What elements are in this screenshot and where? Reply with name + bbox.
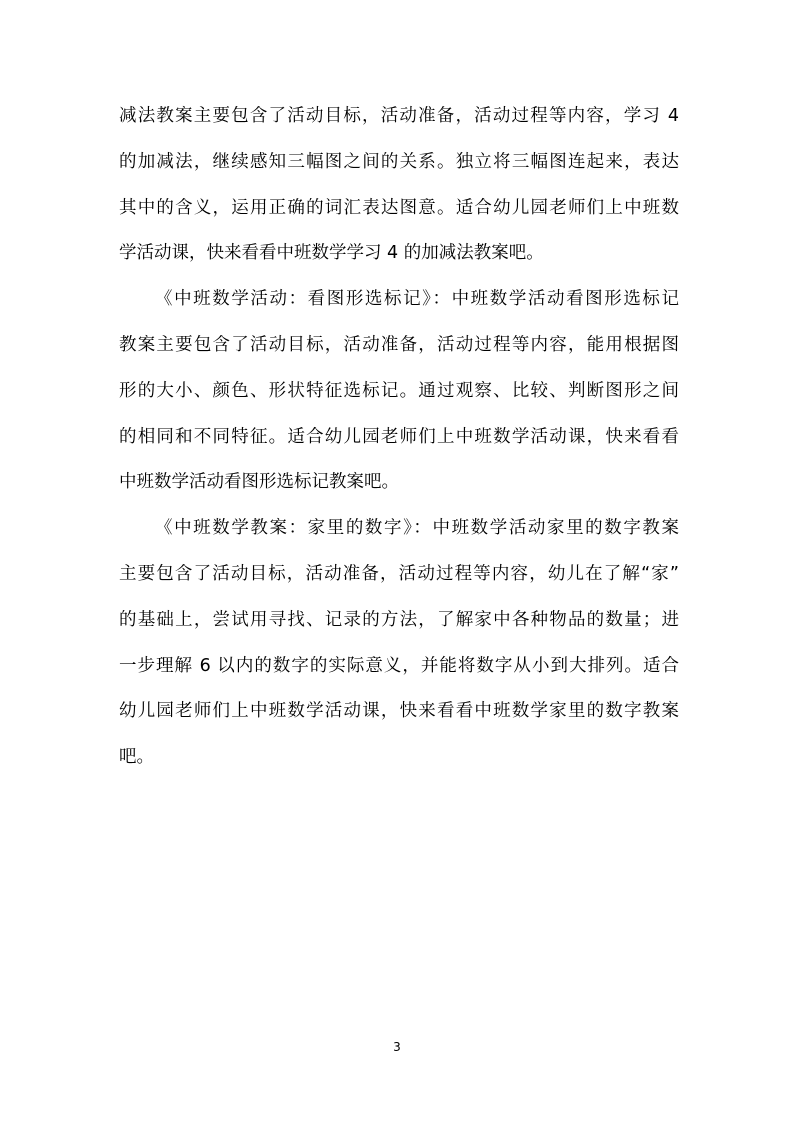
- paragraph-1: [119, 94, 679, 277]
- text-line: 主要包含了活动目标，活动准备，活动过程等内容，幼儿在了解“家”: [119, 563, 679, 584]
- text-line: 的基础上，尝试用寻找、记录的方法，了解家中各种物品的数量；进: [119, 609, 679, 630]
- text-line: 减法教案主要包含了活动目标，活动准备，活动过程等内容，学习 4: [119, 106, 679, 126]
- text-line: 吧。: [119, 747, 154, 768]
- document-body: [119, 94, 679, 781]
- text-line: 的相同和不同特征。适合幼儿园老师们上中班数学活动课，快来看看: [119, 426, 679, 447]
- paragraph-3: [119, 506, 679, 781]
- text-line: 形的大小、颜色、形状特征选标记。通过观察、比较、判断图形之间: [119, 380, 679, 401]
- text-line: 其中的含义，运用正确的词汇表达图意。适合幼儿园老师们上中班数: [119, 197, 679, 218]
- page-number: 3: [393, 1040, 401, 1054]
- paragraph-2: [119, 277, 679, 506]
- text-line: 教案主要包含了活动目标，活动准备，活动过程等内容，能用根据图: [119, 334, 679, 355]
- text-line: 中班数学活动看图形选标记教案吧。: [119, 472, 399, 493]
- text-line: 学活动课，快来看看中班数学学习 4 的加减法教案吧。: [119, 243, 544, 264]
- text-line: 《中班数学教案：家里的数字》：中班数学活动家里的数字教案: [155, 518, 679, 539]
- text-line: 《中班数学活动：看图形选标记》：中班数学活动看图形选标记: [155, 289, 679, 310]
- text-line: 幼儿园老师们上中班数学活动课，快来看看中班数学家里的数字教案: [119, 701, 679, 722]
- text-line: 的加减法，继续感知三幅图之间的关系。独立将三幅图连起来，表达: [119, 151, 679, 172]
- text-line: 一步理解 6 以内的数字的实际意义，并能将数字从小到大排列。适合: [119, 655, 679, 676]
